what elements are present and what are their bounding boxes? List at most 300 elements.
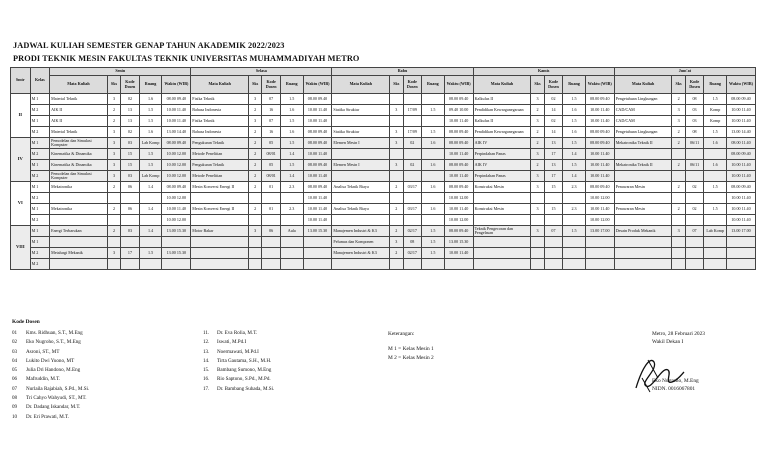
- room-cell: [563, 237, 586, 248]
- room-cell: 1.5: [563, 226, 586, 237]
- dosen-name: Dr. Bambang Suhada, M.Si.: [217, 385, 275, 392]
- header-column: Mata Kuliah: [332, 76, 390, 94]
- header-column: Kode Dosen: [544, 76, 563, 94]
- sks-cell: 3: [531, 204, 544, 215]
- time-cell: 08.00 09.40: [444, 138, 473, 149]
- sks-cell: [248, 215, 261, 226]
- lecturer-code-cell: 17: [544, 171, 563, 182]
- lecturer-code-cell: [685, 215, 704, 226]
- kelas-cell: M 2: [30, 193, 50, 204]
- dosen-entry: [203, 348, 274, 357]
- room-cell: 1.5: [139, 160, 162, 171]
- sks-cell: [672, 237, 685, 248]
- course-cell: Energi Terbarukan: [50, 226, 108, 237]
- sks-cell: 3: [390, 160, 403, 171]
- sks-cell: 2: [390, 182, 403, 193]
- course-cell: Bahasa Indonesia: [191, 127, 249, 138]
- room-cell: 1.5: [280, 116, 303, 127]
- dosen-entry: [12, 329, 89, 338]
- room-cell: 1.6: [563, 105, 586, 116]
- time-cell: 08.00 09.40: [162, 182, 191, 193]
- sks-cell: 2: [248, 149, 261, 160]
- room-cell: 1.6: [422, 138, 445, 149]
- time-cell: [303, 259, 332, 270]
- lecturer-code-cell: 16: [262, 127, 281, 138]
- kelas-cell: M 1: [30, 138, 50, 149]
- room-cell: 1.5: [139, 116, 162, 127]
- room-cell: 1.5: [563, 94, 586, 105]
- course-cell: Fisika Teknik: [191, 94, 249, 105]
- header-column: Waktu (WIB): [726, 76, 755, 94]
- course-cell: Pendidikan Kewarganegaraan: [473, 105, 531, 116]
- sks-cell: 2: [248, 105, 261, 116]
- room-cell: 1.5: [422, 237, 445, 248]
- course-cell: Statika Struktur: [332, 127, 390, 138]
- course-cell: [614, 193, 672, 204]
- kelas-cell: M 2: [30, 149, 50, 160]
- room-cell: [704, 193, 727, 204]
- time-cell: 10.00 11.40: [444, 248, 473, 259]
- kelas-cell: M 2: [30, 171, 50, 182]
- time-cell: 10.00 11.40: [444, 149, 473, 160]
- time-cell: 10.00 11.40: [726, 215, 755, 226]
- time-cell: 10.00 12.00: [162, 160, 191, 171]
- course-cell: Mesin Konversi Energi II: [191, 204, 249, 215]
- dosen-entry: [12, 338, 89, 347]
- time-cell: 10.00 11.40: [444, 116, 473, 127]
- course-cell: Metode Penelitian: [191, 171, 249, 182]
- sks-cell: 2: [672, 204, 685, 215]
- time-cell: 10.00 11.40: [303, 171, 332, 182]
- room-cell: 1.5: [563, 116, 586, 127]
- lecturer-code-cell: 17/09: [403, 127, 422, 138]
- course-cell: Kalkulus II: [473, 116, 531, 127]
- lecturer-code-cell: 05: [262, 160, 281, 171]
- semester-cell: VIII: [11, 226, 31, 270]
- lecturer-code-cell: 06: [121, 204, 140, 215]
- course-cell: Mekatronika: [50, 204, 108, 215]
- sks-cell: 3: [390, 237, 403, 248]
- sks-cell: [107, 237, 120, 248]
- dosen-name: Nurlaila Rajabiah, S.Pd., M.Si.: [26, 385, 90, 392]
- course-cell: Fisika Teknik: [191, 116, 249, 127]
- room-cell: 2.3: [563, 204, 586, 215]
- time-cell: 08.00 09.40: [726, 149, 755, 160]
- dosen-name: Tirta Gautama, S.H., M.H.: [217, 357, 272, 364]
- sks-cell: [390, 215, 403, 226]
- time-cell: [726, 237, 755, 248]
- course-cell: [614, 259, 672, 270]
- time-cell: 08.00 09.40: [444, 182, 473, 193]
- room-cell: [280, 193, 303, 204]
- sks-cell: 3: [390, 105, 403, 116]
- course-cell: Elemen Mesin I: [332, 160, 390, 171]
- header-column: Kode Dosen: [121, 76, 140, 94]
- time-cell: 10.00 11.40: [726, 193, 755, 204]
- course-cell: Desain Produk Mekanik: [614, 226, 672, 237]
- course-cell: Penawaran Mesin: [614, 204, 672, 215]
- kelas-cell: M 2: [30, 248, 50, 259]
- sks-cell: 3: [672, 116, 685, 127]
- semester-cell: IV: [11, 138, 31, 182]
- course-cell: Material Teknik: [50, 94, 108, 105]
- room-cell: [139, 193, 162, 204]
- sks-cell: 2: [248, 204, 261, 215]
- time-cell: [162, 259, 191, 270]
- header-day: Rabu: [332, 68, 473, 76]
- sks-cell: [531, 237, 544, 248]
- sks-cell: 2: [248, 171, 261, 182]
- dosen-code: 10: [12, 413, 18, 420]
- header-column: Ruang: [422, 76, 445, 94]
- lecturer-code-cell: 08/01: [262, 171, 281, 182]
- lecturer-code-cell: 08: [403, 237, 422, 248]
- time-cell: 10.00 12.00: [585, 215, 614, 226]
- time-cell: 08.00 09.40: [162, 138, 191, 149]
- room-cell: 1.5: [704, 94, 727, 105]
- course-cell: Teknik Pengecoran dan Pengelasan: [473, 226, 531, 237]
- table-row: [11, 116, 756, 127]
- lecturer-code-cell: [403, 171, 422, 182]
- time-cell: [726, 259, 755, 270]
- lecturer-code-cell: 02: [685, 204, 704, 215]
- lecturer-code-cell: 15: [121, 149, 140, 160]
- lecturer-code-cell: 02/17: [403, 226, 422, 237]
- course-cell: Elemen Mesin I: [332, 138, 390, 149]
- table-row: [11, 105, 756, 116]
- lecturer-code-cell: [685, 171, 704, 182]
- room-cell: Komp: [704, 116, 727, 127]
- course-cell: Perpindahan Panas: [473, 171, 531, 182]
- sks-cell: 3: [107, 127, 120, 138]
- course-cell: Motor Bakar: [191, 226, 249, 237]
- lecturer-code-cell: [544, 237, 563, 248]
- time-cell: 10.00 12.00: [162, 149, 191, 160]
- signature-name: Eko Nugroho, M.Eng: [652, 377, 699, 384]
- sks-cell: 3: [107, 248, 120, 259]
- room-cell: 1.5: [139, 105, 162, 116]
- room-cell: [139, 215, 162, 226]
- room-cell: [563, 248, 586, 259]
- sks-cell: [107, 215, 120, 226]
- room-cell: 1.6: [139, 94, 162, 105]
- kelas-cell: M 1: [30, 204, 50, 215]
- course-cell: [614, 215, 672, 226]
- course-cell: AIK IV: [473, 138, 531, 149]
- header-day: Selasa: [191, 68, 332, 76]
- room-cell: 1.4: [139, 182, 162, 193]
- dosen-entry: [203, 366, 274, 375]
- dosen-entry: [203, 329, 274, 338]
- room-cell: 1.6: [563, 127, 586, 138]
- room-cell: 1.6: [280, 127, 303, 138]
- course-cell: [614, 237, 672, 248]
- sks-cell: [531, 193, 544, 204]
- dosen-entry: [203, 375, 274, 384]
- dosen-code: 03: [12, 348, 18, 355]
- room-cell: [704, 171, 727, 182]
- sks-cell: [107, 259, 120, 270]
- dosen-code: 14.: [203, 357, 210, 364]
- time-cell: 10.00 12.00: [162, 215, 191, 226]
- lecturer-code-cell: 03: [121, 171, 140, 182]
- header-column: Mata Kuliah: [191, 76, 249, 94]
- dosen-entry: [12, 385, 89, 394]
- lecturer-code-cell: 07: [262, 116, 281, 127]
- lecturer-code-cell: [403, 259, 422, 270]
- room-cell: 1.5: [422, 105, 445, 116]
- time-cell: 10.00 11.40: [726, 116, 755, 127]
- sks-cell: 3: [107, 160, 120, 171]
- lecturer-code-cell: [685, 248, 704, 259]
- course-cell: [50, 193, 108, 204]
- sks-cell: 3: [390, 127, 403, 138]
- header-column: Ruang: [139, 76, 162, 94]
- course-cell: Kinematika & Dinamika: [50, 149, 108, 160]
- course-cell: CAD/CAM: [614, 105, 672, 116]
- dosen-entry: [12, 413, 89, 422]
- room-cell: 1.6: [704, 160, 727, 171]
- sks-cell: [672, 248, 685, 259]
- course-cell: [614, 171, 672, 182]
- room-cell: [704, 149, 727, 160]
- sks-cell: 2: [248, 138, 261, 149]
- sks-cell: [531, 259, 544, 270]
- dosen-entry: [12, 357, 89, 366]
- lecturer-code-cell: 02: [121, 127, 140, 138]
- course-cell: Metalurgi Mekanik: [50, 248, 108, 259]
- course-cell: Mekatronika Teknik II: [614, 160, 672, 171]
- sks-cell: 3: [531, 149, 544, 160]
- sks-cell: 2: [672, 127, 685, 138]
- lecturer-code-cell: [121, 237, 140, 248]
- lecturer-code-cell: 08: [685, 94, 704, 105]
- course-cell: Bahasa Indonesia: [191, 105, 249, 116]
- dosen-code: 12.: [203, 339, 210, 346]
- course-cell: [191, 193, 249, 204]
- sks-cell: [672, 171, 685, 182]
- header-column: Sks: [107, 76, 120, 94]
- time-cell: [585, 248, 614, 259]
- room-cell: 2.3: [563, 182, 586, 193]
- lecturer-code-cell: 02: [403, 138, 422, 149]
- course-cell: [473, 248, 531, 259]
- time-cell: 10.00 11.40: [303, 116, 332, 127]
- room-cell: [280, 215, 303, 226]
- course-cell: [332, 171, 390, 182]
- dosen-entry: [12, 348, 89, 357]
- room-cell: 2.3: [280, 182, 303, 193]
- header-day: Jum'at: [614, 68, 755, 76]
- dosen-code: 04: [12, 357, 18, 364]
- lecturer-code-cell: 02: [544, 116, 563, 127]
- dosen-name: Bambang Sumono, M.Eng: [217, 367, 272, 374]
- room-cell: 1.4: [280, 171, 303, 182]
- table-row: [11, 248, 756, 259]
- lecturer-code-cell: 15: [544, 182, 563, 193]
- sks-cell: 2: [531, 127, 544, 138]
- sks-cell: [672, 193, 685, 204]
- sks-cell: 2: [107, 204, 120, 215]
- dosen-name: Rio Saptono, S.Pd., M.Pd.: [217, 376, 271, 383]
- sks-cell: [390, 259, 403, 270]
- sks-cell: [248, 259, 261, 270]
- sks-cell: [248, 193, 261, 204]
- kelas-cell: M 1: [30, 94, 50, 105]
- room-cell: [422, 116, 445, 127]
- kelas-cell: M 2: [30, 105, 50, 116]
- dosen-code: 11.: [203, 330, 210, 336]
- course-cell: AIK II: [50, 116, 108, 127]
- room-cell: 1.5: [704, 127, 727, 138]
- course-cell: [50, 237, 108, 248]
- sks-cell: 3: [107, 138, 120, 149]
- lecturer-code-cell: 02/17: [403, 248, 422, 259]
- sks-cell: 3: [107, 171, 120, 182]
- lecturer-code-cell: 17/09: [403, 105, 422, 116]
- time-cell: 10.00 11.40: [162, 204, 191, 215]
- time-cell: 10.00 11.40: [303, 204, 332, 215]
- lecturer-code-cell: 15: [121, 160, 140, 171]
- sks-cell: 3: [531, 182, 544, 193]
- header-semester: Smtr: [11, 68, 31, 94]
- course-cell: [473, 215, 531, 226]
- room-cell: 1.4: [280, 149, 303, 160]
- course-cell: CAD/CAM: [614, 116, 672, 127]
- lecturer-code-cell: 02: [121, 94, 140, 105]
- kode-dosen-title: Kode Dosen: [12, 319, 40, 325]
- room-cell: 2.3: [280, 204, 303, 215]
- sks-cell: 3: [107, 94, 120, 105]
- lecturer-code-cell: 07: [685, 226, 704, 237]
- lecturer-code-cell: 03/17: [403, 204, 422, 215]
- sks-cell: 2: [531, 160, 544, 171]
- sks-cell: 2: [672, 94, 685, 105]
- course-cell: Pengetahuan Lingkungan: [614, 127, 672, 138]
- room-cell: 1.6: [422, 204, 445, 215]
- course-cell: [614, 149, 672, 160]
- time-cell: 08.00 09.40: [303, 138, 332, 149]
- time-cell: [162, 237, 191, 248]
- lecturer-code-cell: 02: [685, 182, 704, 193]
- schedule-table: [10, 67, 756, 270]
- lecturer-code-cell: 17: [544, 149, 563, 160]
- lecturer-code-cell: [262, 237, 281, 248]
- lecturer-code-cell: 03: [685, 105, 704, 116]
- dosen-code: 17.: [203, 385, 210, 392]
- header-column: Ruang: [280, 76, 303, 94]
- course-cell: Pengetahuan Lingkungan: [614, 94, 672, 105]
- sks-cell: 2: [531, 138, 544, 149]
- time-cell: [444, 259, 473, 270]
- lecturer-code-cell: 06/11: [685, 160, 704, 171]
- room-cell: 1.6: [704, 138, 727, 149]
- sks-cell: 2: [390, 204, 403, 215]
- semester-cell: II: [11, 94, 31, 138]
- room-cell: 1.4: [563, 171, 586, 182]
- time-cell: 09.40 10.00: [444, 105, 473, 116]
- table-row: [11, 127, 756, 138]
- course-cell: Material Teknik: [50, 127, 108, 138]
- sks-cell: 2: [390, 248, 403, 259]
- signature-date: Metro, 28 Februari 2023: [652, 331, 705, 337]
- sks-cell: 3: [531, 226, 544, 237]
- sks-cell: [672, 149, 685, 160]
- time-cell: 10.00 12.00: [444, 215, 473, 226]
- course-cell: Kinematika & Dinamika: [50, 160, 108, 171]
- header-column: Waktu (WIB): [585, 76, 614, 94]
- kelas-cell: M 1: [30, 182, 50, 193]
- lecturer-code-cell: [262, 259, 281, 270]
- sks-cell: 2: [248, 127, 261, 138]
- dosen-entry: [203, 338, 274, 347]
- lecturer-code-cell: 02: [544, 94, 563, 105]
- dosen-code: 02: [12, 339, 18, 346]
- course-cell: Kalkulus II: [473, 94, 531, 105]
- header-column: Mata Kuliah: [50, 76, 108, 94]
- sks-cell: 2: [390, 226, 403, 237]
- sks-cell: 2: [107, 105, 120, 116]
- page-title: JADWAL KULIAH SEMESTER GENAP TAHUN AKADEMIK 2022/2023: [13, 41, 285, 50]
- room-cell: Lab Komp: [139, 138, 162, 149]
- lecturer-code-cell: 03: [685, 116, 704, 127]
- time-cell: 13.00 14.40: [726, 127, 755, 138]
- lecturer-code-cell: 06: [121, 182, 140, 193]
- lecturer-code-cell: 03/17: [403, 182, 422, 193]
- time-cell: 13.00 17.00: [585, 226, 614, 237]
- lecturer-code-cell: 13: [544, 160, 563, 171]
- sks-cell: 2: [107, 116, 120, 127]
- kelas-cell: M 1: [30, 226, 50, 237]
- dosen-name: Mafruddin, M.T.: [26, 376, 61, 383]
- keterangan-m1: M 1 = Kelas Mesin 1: [388, 346, 434, 352]
- table-row: [11, 259, 756, 270]
- semester-cell: VI: [11, 182, 31, 226]
- lecturer-code-cell: 01: [262, 204, 281, 215]
- kelas-cell: M 2: [30, 127, 50, 138]
- sks-cell: [390, 94, 403, 105]
- lecturer-code-cell: 03: [121, 138, 140, 149]
- course-cell: Perpindahan Panas: [473, 149, 531, 160]
- header-column: Sks: [672, 76, 685, 94]
- room-cell: 1.5: [280, 160, 303, 171]
- lecturer-code-cell: [262, 248, 281, 259]
- sks-cell: [672, 259, 685, 270]
- course-cell: Pelumas dan Komponen: [332, 237, 390, 248]
- page-subtitle: PRODI TEKNIK MESIN FAKULTAS TEKNIK UNIVERSITAS MUHAMMADIYAH METRO: [13, 54, 360, 63]
- kelas-cell: M 1: [30, 116, 50, 127]
- lecturer-code-cell: [544, 215, 563, 226]
- time-cell: 10.00 11.40: [726, 171, 755, 182]
- header-column: Kode Dosen: [403, 76, 422, 94]
- dosen-name: Dr. Dadang Iskandar, M.T.: [26, 404, 81, 411]
- signature-block: [652, 330, 705, 394]
- room-cell: [704, 237, 727, 248]
- time-cell: 08.00 09.40: [444, 160, 473, 171]
- lecturer-code-cell: 07: [544, 226, 563, 237]
- sks-cell: 3: [531, 94, 544, 105]
- table-row: [11, 182, 756, 193]
- time-cell: [303, 237, 332, 248]
- header-day: Senin: [50, 68, 191, 76]
- lecturer-code-cell: [685, 237, 704, 248]
- kelas-cell: M 2: [30, 215, 50, 226]
- course-cell: [50, 259, 108, 270]
- course-cell: Konstruksi Mesin: [473, 204, 531, 215]
- time-cell: 08.00 09.40: [162, 94, 191, 105]
- time-cell: 13.00 15.30: [444, 237, 473, 248]
- time-cell: 08.00 09.40: [726, 94, 755, 105]
